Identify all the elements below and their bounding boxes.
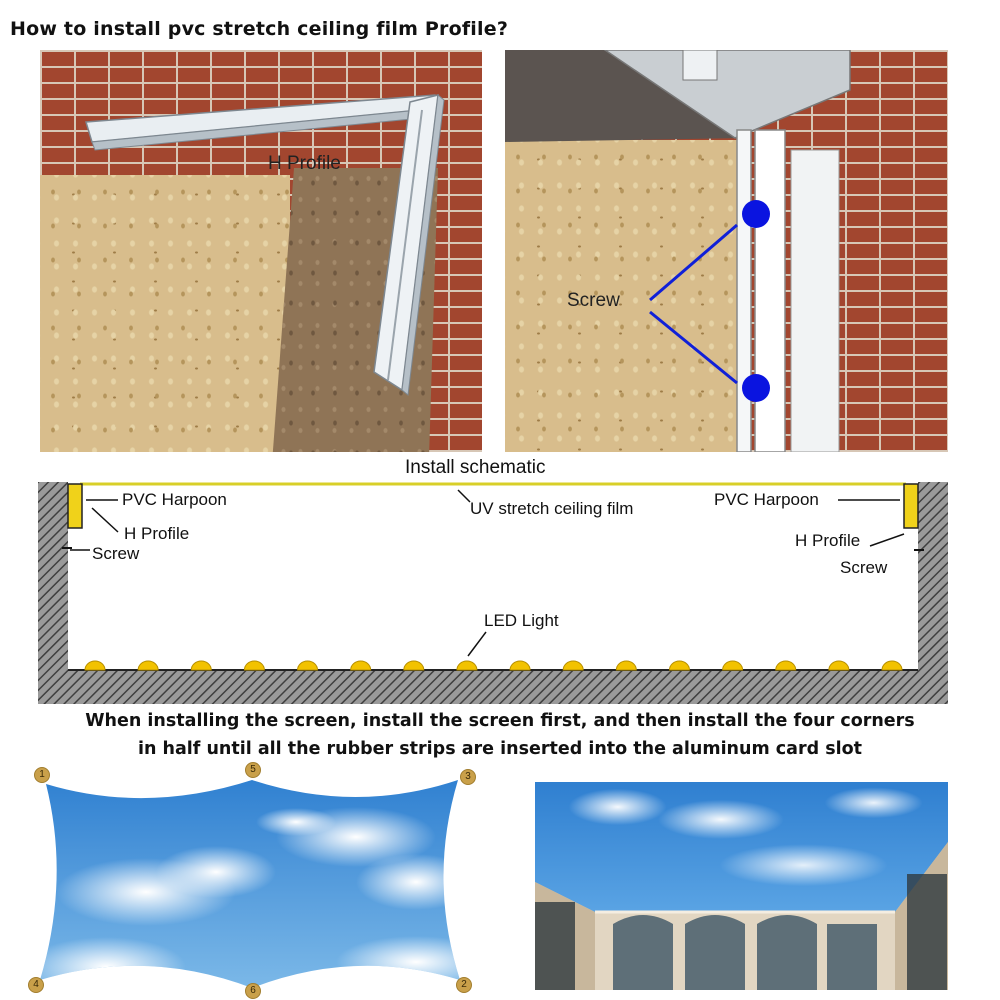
screw-label: Screw xyxy=(567,290,620,311)
led-light xyxy=(404,661,424,670)
photo-h-profile xyxy=(40,50,482,452)
corner-badge: 6 xyxy=(245,983,261,999)
led-light xyxy=(616,661,636,670)
screw-marker xyxy=(742,374,770,402)
led-light xyxy=(563,661,583,670)
led-light xyxy=(510,661,530,670)
led-light xyxy=(351,661,371,670)
right-harpoon-label: PVC Harpoon xyxy=(714,490,819,509)
h-profile-graphic xyxy=(40,50,482,452)
schematic-title: Install schematic xyxy=(405,457,546,478)
screw-pointer-line xyxy=(650,225,737,300)
caption-line-1: When installing the screen, install the screen first, and then install the four corners xyxy=(85,711,915,731)
right-profile-label: H Profile xyxy=(795,531,861,550)
room-graphic xyxy=(535,782,948,990)
corner-badge: 2 xyxy=(456,977,472,993)
led-label: LED Light xyxy=(484,611,559,630)
profile-section-graphic xyxy=(505,50,948,452)
corner-badge: 5 xyxy=(245,762,261,778)
led-light xyxy=(191,661,211,670)
led-light xyxy=(457,661,477,670)
corner-badge: 1 xyxy=(34,767,50,783)
left-h-profile xyxy=(68,484,82,528)
right-screw-label: Screw xyxy=(840,558,888,577)
screw-marker xyxy=(742,200,770,228)
left-harpoon-label: PVC Harpoon xyxy=(122,490,227,509)
caption-line-2: in half until all the rubber strips are inserted into the aluminum card slot xyxy=(137,739,863,759)
corner-badge: 3 xyxy=(460,769,476,785)
left-profile-label: H Profile xyxy=(124,524,190,543)
led-light xyxy=(829,661,849,670)
led-light xyxy=(138,661,158,670)
corner-badge: 4 xyxy=(28,977,44,993)
left-screw-label: Screw xyxy=(92,544,140,563)
screw-pointer-line xyxy=(650,312,737,383)
led-light xyxy=(244,661,264,670)
film-label: UV stretch ceiling film xyxy=(470,499,634,518)
page-title: How to install pvc stretch ceiling film Profile? xyxy=(10,18,509,40)
led-light xyxy=(85,661,105,670)
led-light xyxy=(669,661,689,670)
instruction-caption xyxy=(0,707,1000,763)
led-light xyxy=(776,661,796,670)
h-profile-label: H Profile xyxy=(268,153,341,174)
led-light xyxy=(882,661,902,670)
led-light xyxy=(298,661,318,670)
photo-screw xyxy=(505,50,948,452)
stretch-sheet-diagram xyxy=(26,762,486,998)
floor-slab xyxy=(38,670,948,704)
led-light xyxy=(723,661,743,670)
installed-ceiling-photo xyxy=(535,782,948,990)
right-h-profile xyxy=(904,484,918,528)
